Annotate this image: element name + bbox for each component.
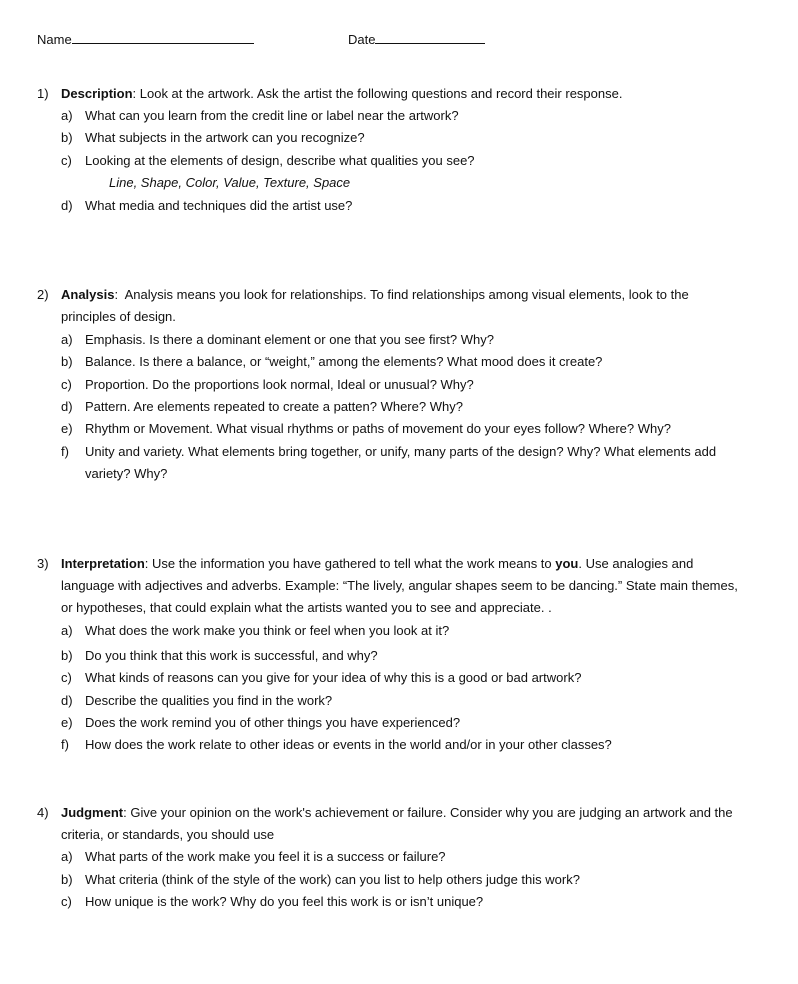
item-letter: e) xyxy=(61,715,73,730)
item-letter: d) xyxy=(61,198,73,213)
intro-line: Look at the artwork. Ask the artist the following questions and record their response. xyxy=(139,86,623,101)
section-intro: Interpretation: Use the information you have gathered to tell what the work means to you. Use analogies and xyxy=(61,556,694,571)
item-letter: c) xyxy=(61,894,72,909)
item-text: What media and techniques did the artist use? xyxy=(85,198,353,213)
item-letter: b) xyxy=(61,872,73,887)
item-text: What kinds of reasons can you give for your idea of why this is a good or bad artwork? xyxy=(85,670,582,685)
item-text: Does the work remind you of other things you have experienced? xyxy=(85,715,461,730)
section-number: 1) xyxy=(37,86,49,101)
date-field[interactable] xyxy=(348,31,485,47)
section-title: Interpretation xyxy=(61,556,145,571)
item-text: What subjects in the artwork can you recognize? xyxy=(85,130,365,145)
item-text: What does the work make you think or feel when you look at it? xyxy=(85,623,450,638)
date-blank[interactable] xyxy=(375,31,485,44)
item-text: Emphasis. Is there a dominant element or one that you see first? Why? xyxy=(85,332,494,347)
item-text: Describe the qualities you find in the work? xyxy=(85,693,333,708)
item-text: What criteria (think of the style of the work) can you list to help others judge this work? xyxy=(85,872,580,887)
item-letter: b) xyxy=(61,354,73,369)
item-text: Unity and variety. What elements bring together, or unify, many parts of the design? Why? What elements add xyxy=(85,444,717,459)
item-letter: f) xyxy=(61,444,69,459)
item-text: Rhythm or Movement. What visual rhythms or paths of movement do your eyes follow? Where? Why? xyxy=(85,421,671,436)
intro-line: language with adjectives and adverbs. Example: “The lively, angular shapes seem to be dancing.” State main themes, xyxy=(61,578,738,593)
section-title: Analysis xyxy=(61,287,115,302)
item-letter: a) xyxy=(61,332,73,347)
name-label: Name xyxy=(37,32,72,47)
intro-line: criteria, or standards, you should use xyxy=(61,827,275,842)
intro-line: principles of design. xyxy=(61,309,176,324)
item-letter: a) xyxy=(61,623,73,638)
section-intro: Judgment: Give your opinion on the work's achievement or failure. Consider why you are judging an artwork and the xyxy=(61,805,733,820)
section-intro: Description: Look at the artwork. Ask the artist the following questions and record their response. xyxy=(61,86,623,101)
item-letter: a) xyxy=(61,849,73,864)
date-label: Date xyxy=(348,32,376,47)
item-letter: a) xyxy=(61,108,73,123)
item-letter: c) xyxy=(61,377,72,392)
item-text: Proportion. Do the proportions look normal, Ideal or unusual? Why? xyxy=(85,377,474,392)
item-text: Pattern. Are elements repeated to create a patten? Where? Why? xyxy=(85,399,463,414)
item-letter: d) xyxy=(61,399,73,414)
design-elements-list: Line, Shape, Color, Value, Texture, Space xyxy=(109,175,351,190)
item-letter: e) xyxy=(61,421,73,436)
item-text: Looking at the elements of design, describe what qualities you see? xyxy=(85,153,475,168)
section-number: 3) xyxy=(37,556,49,571)
section-number: 4) xyxy=(37,805,49,820)
item-letter: f) xyxy=(61,737,69,752)
section-title: Description xyxy=(61,86,133,101)
intro-line: or hypotheses, that could explain what the artists wanted you to see and appreciate. . xyxy=(61,600,552,615)
emphasis-word: you xyxy=(555,556,579,571)
name-field[interactable] xyxy=(37,31,254,47)
item-letter: c) xyxy=(61,670,72,685)
item-text: How unique is the work? Why do you feel this work is or isn’t unique? xyxy=(85,894,484,909)
item-letter: d) xyxy=(61,693,73,708)
item-text: Do you think that this work is successful, and why? xyxy=(85,648,378,663)
item-text-continued: variety? Why? xyxy=(85,466,168,481)
section-number: 2) xyxy=(37,287,49,302)
intro-tail: . Use analogies and xyxy=(578,556,694,571)
intro-line: Analysis means you look for relationships. To find relationships among visual elements, look to the xyxy=(124,287,689,302)
item-letter: b) xyxy=(61,130,73,145)
intro-line: Use the information you have gathered to tell what the work means to xyxy=(152,556,556,571)
section-title: Judgment xyxy=(61,805,124,820)
intro-line: Give your opinion on the work's achievement or failure. Consider why you are judging an artwork and the xyxy=(130,805,733,820)
item-text: How does the work relate to other ideas or events in the world and/or in your other classes? xyxy=(85,737,612,752)
item-text: What parts of the work make you feel it is a success or failure? xyxy=(85,849,446,864)
item-text: What can you learn from the credit line or label near the artwork? xyxy=(85,108,459,123)
name-blank[interactable] xyxy=(72,31,254,44)
item-letter: c) xyxy=(61,153,72,168)
section-intro: Analysis: Analysis means you look for relationships. To find relationships among visual elements, look to the xyxy=(61,287,689,302)
item-letter: b) xyxy=(61,648,73,663)
item-text: Balance. Is there a balance, or “weight,” among the elements? What mood does it create? xyxy=(85,354,603,369)
